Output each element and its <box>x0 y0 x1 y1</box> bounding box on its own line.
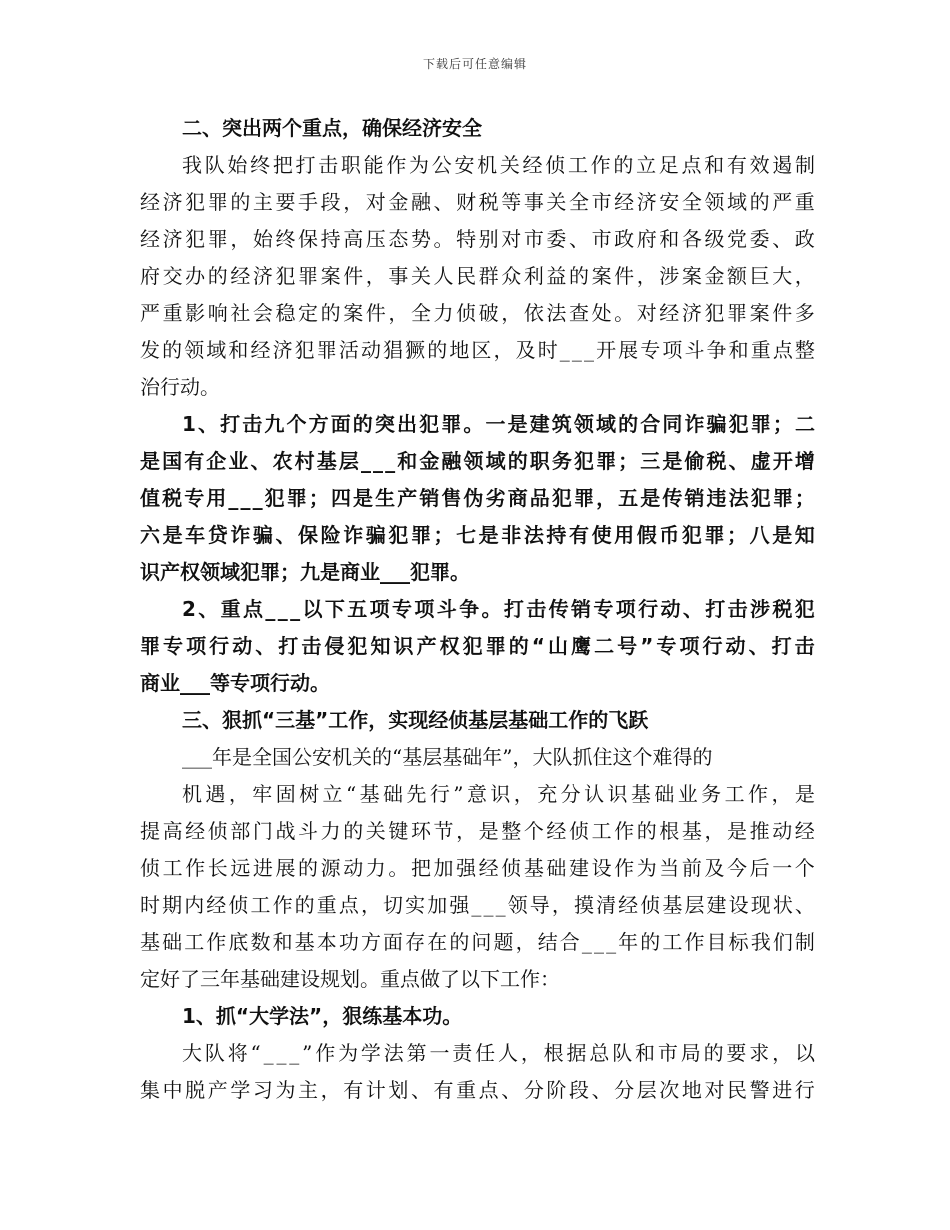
body-line: 集 中 脱 产 学 习 为 主 ， 有 计 划 、 有 重 点 、 分 阶 段 、 分 层 次 地 对 民 警 进 行 <box>140 1078 815 1102</box>
body-line: 是 国 有 企 业 、 农 村 基 层 _ _ _ 和 金 融 领 域 的 职 务 犯 罪 ； 三 是 偷 税 、 虚 开 增 <box>140 449 815 473</box>
body-line: 商业___等专项行动。 <box>140 671 330 695</box>
body-line: 机 遇 ， 牢 固 树 立 “ 基 础 先 行 ” 意 识 ， 充 分 认 识 基 础 业 务 工 作 ， 是 <box>182 782 815 806</box>
body-line: 2 、 重 点 _ _ _ 以 下 五 项 专 项 斗 争 。 打 击 传 销 专 项 行 动 、 打 击 涉 税 犯 <box>182 597 815 621</box>
body-line: 经 济 犯 罪 ， 始 终 保 持 高 压 态 势 。 特 别 对 市 委 、 市 政 府 和 各 级 党 委 、 政 <box>140 227 815 251</box>
body-line: 经 济 犯 罪 的 主 要 手 段 ， 对 金 融 、 财 税 等 事 关 全 市 经 济 安 全 领 域 的 严 重 <box>140 190 815 214</box>
body-line: 1 、 打 击 九 个 方 面 的 突 出 犯 罪 。 一 是 建 筑 领 域 的 合 同 诈 骗 犯 罪 ； 二 <box>182 412 815 436</box>
body-line: 识产权领域犯罪；九是商业___犯罪。 <box>140 560 470 584</box>
body-line: 提 高 经 侦 部 门 战 斗 力 的 关 键 环 节 ， 是 整 个 经 侦 工 作 的 根 基 ， 是 推 动 经 <box>140 819 815 843</box>
body-line: 基 础 工 作 底 数 和 基 本 功 方 面 存 在 的 问 题 ， 结 合 _ _ _ 年 的 工 作 目 标 我 们 制 <box>140 930 815 954</box>
body-line: 1、抓“大学法”，狠练基本功。 <box>182 1004 463 1028</box>
body-line: 值 税 专 用 _ _ _ 犯 罪 ； 四 是 生 产 销 售 伪 劣 商 品 犯 罪 ， 五 是 传 销 违 法 犯 罪 ； <box>140 486 815 510</box>
document-body <box>140 110 815 1109</box>
header-note: 下载后可任意编辑 <box>422 57 527 71</box>
body-line: 二、突出两个重点，确保经济安全 <box>182 116 482 140</box>
body-line: 罪 专 项 行 动 、 打 击 侵 犯 知 识 产 权 犯 罪 的 “ 山 鹰 二 号 ” 专 项 行 动 、 打 击 <box>140 634 815 658</box>
body-line: 三、狠抓“三基”工作，实现经侦基层基础工作的飞跃 <box>182 708 649 732</box>
body-line: 发 的 领 域 和 经 济 犯 罪 活 动 猖 獗 的 地 区 ， 及 时 _ _ _ 开 展 专 项 斗 争 和 重 点 整 <box>140 338 815 362</box>
body-line: 我 队 始 终 把 打 击 职 能 作 为 公 安 机 关 经 侦 工 作 的 立 足 点 和 有 效 遏 制 <box>182 153 815 177</box>
body-line: 府 交 办 的 经 济 犯 罪 案 件 ， 事 关 人 民 群 众 利 益 的 案 件 ， 涉 案 金 额 巨 大 ， <box>140 264 815 288</box>
body-line: 六 是 车 贷 诈 骗 、 保 险 诈 骗 犯 罪 ； 七 是 非 法 持 有 使 用 假 币 犯 罪 ； 八 是 知 <box>140 523 815 547</box>
body-line: ___年是全国公安机关的“基层基础年”，大队抓住这个难得的 <box>182 745 713 769</box>
body-line: 大 队 将 “ _ _ _ ” 作 为 学 法 第 一 责 任 人 ， 根 据 总 队 和 市 局 的 要 求 ， 以 <box>182 1041 815 1065</box>
body-line: 侦 工 作 长 远 进 展 的 源 动 力 。 把 加 强 经 侦 基 础 建 设 作 为 当 前 及 今 后 一 个 <box>140 856 815 880</box>
body-line: 时 期 内 经 侦 工 作 的 重 点 ， 切 实 加 强 _ _ _ 领 导 ， 摸 清 经 侦 基 层 建 设 现 状 、 <box>140 893 815 917</box>
body-line: 严 重 影 响 社 会 稳 定 的 案 件 ， 全 力 侦 破 ， 依 法 查 处 。 对 经 济 犯 罪 案 件 多 <box>140 301 815 325</box>
body-line: 定好了三年基础建设规划。重点做了以下工作： <box>140 967 560 991</box>
body-line: 治行动。 <box>140 375 220 399</box>
